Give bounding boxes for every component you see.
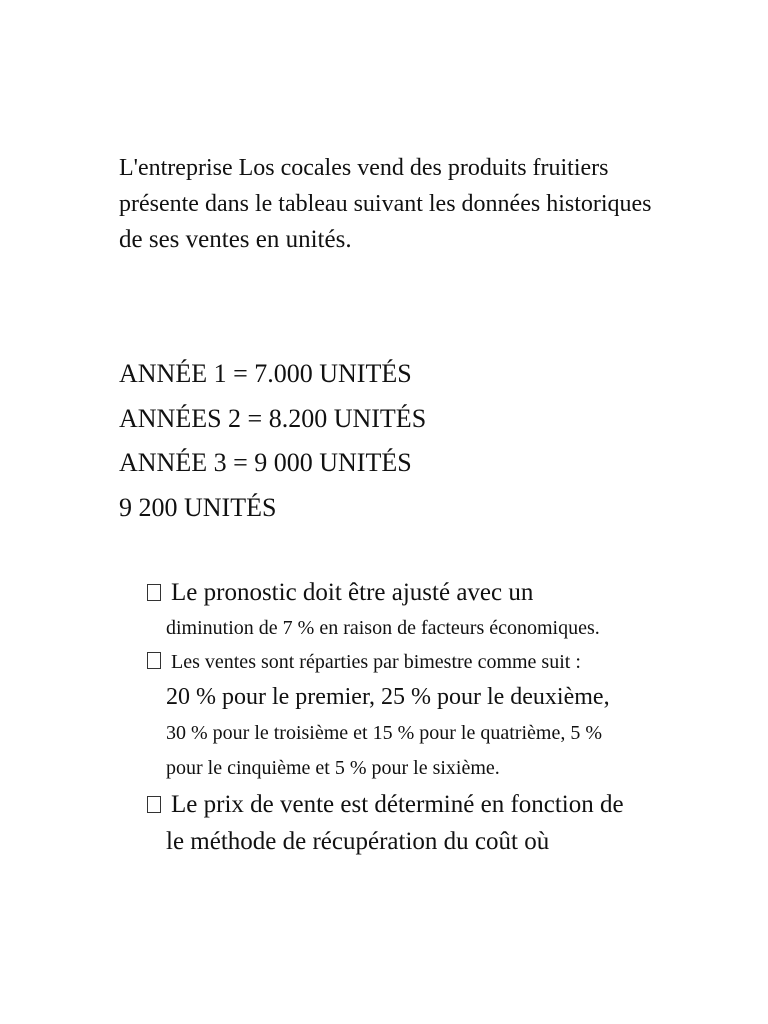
condition-text: diminution de 7 % en raison de facteurs économiques. bbox=[166, 617, 600, 639]
sales-item-year-2: ANNÉES 2 = 8.200 UNITÉS bbox=[119, 403, 427, 433]
intro-line: de ses ventes en unités. bbox=[119, 226, 352, 253]
condition-item-forecast bbox=[145, 574, 755, 645]
sales-item-year-4: 9 200 UNITÉS bbox=[119, 492, 277, 522]
condition-text: 20 % pour le premier, 25 % pour le deuxième, bbox=[166, 684, 610, 710]
condition-text: pour le cinquième et 5 % pour le sixième. bbox=[166, 757, 500, 779]
condition-text: Le prix de vente est déterminé en fonction de bbox=[171, 791, 624, 818]
condition-text: Les ventes sont réparties par bimestre comme suit : bbox=[171, 651, 581, 673]
intro-paragraph bbox=[119, 150, 719, 258]
intro-line: présente dans le tableau suivant les données historiques bbox=[119, 191, 652, 217]
intro-line: L'entreprise Los cocales vend des produits fruitiers bbox=[119, 155, 609, 181]
condition-text: le méthode de récupération du coût où bbox=[166, 828, 550, 855]
condition-text: Le pronostic doit être ajusté avec un bbox=[171, 579, 534, 606]
checkbox-icon bbox=[147, 652, 161, 669]
condition-item-price bbox=[145, 786, 755, 860]
checkbox-icon bbox=[147, 584, 161, 601]
sales-item-year-1: ANNÉE 1 = 7.000 UNITÉS bbox=[119, 359, 412, 388]
sales-item-year-3: ANNÉE 3 = 9 000 UNITÉS bbox=[119, 448, 412, 477]
sales-list bbox=[119, 352, 426, 530]
condition-text: 30 % pour le troisième et 15 % pour le quatrième, 5 % bbox=[166, 722, 602, 744]
conditions-list bbox=[145, 574, 755, 860]
checkbox-icon bbox=[147, 796, 161, 813]
condition-item-distribution bbox=[145, 645, 755, 786]
